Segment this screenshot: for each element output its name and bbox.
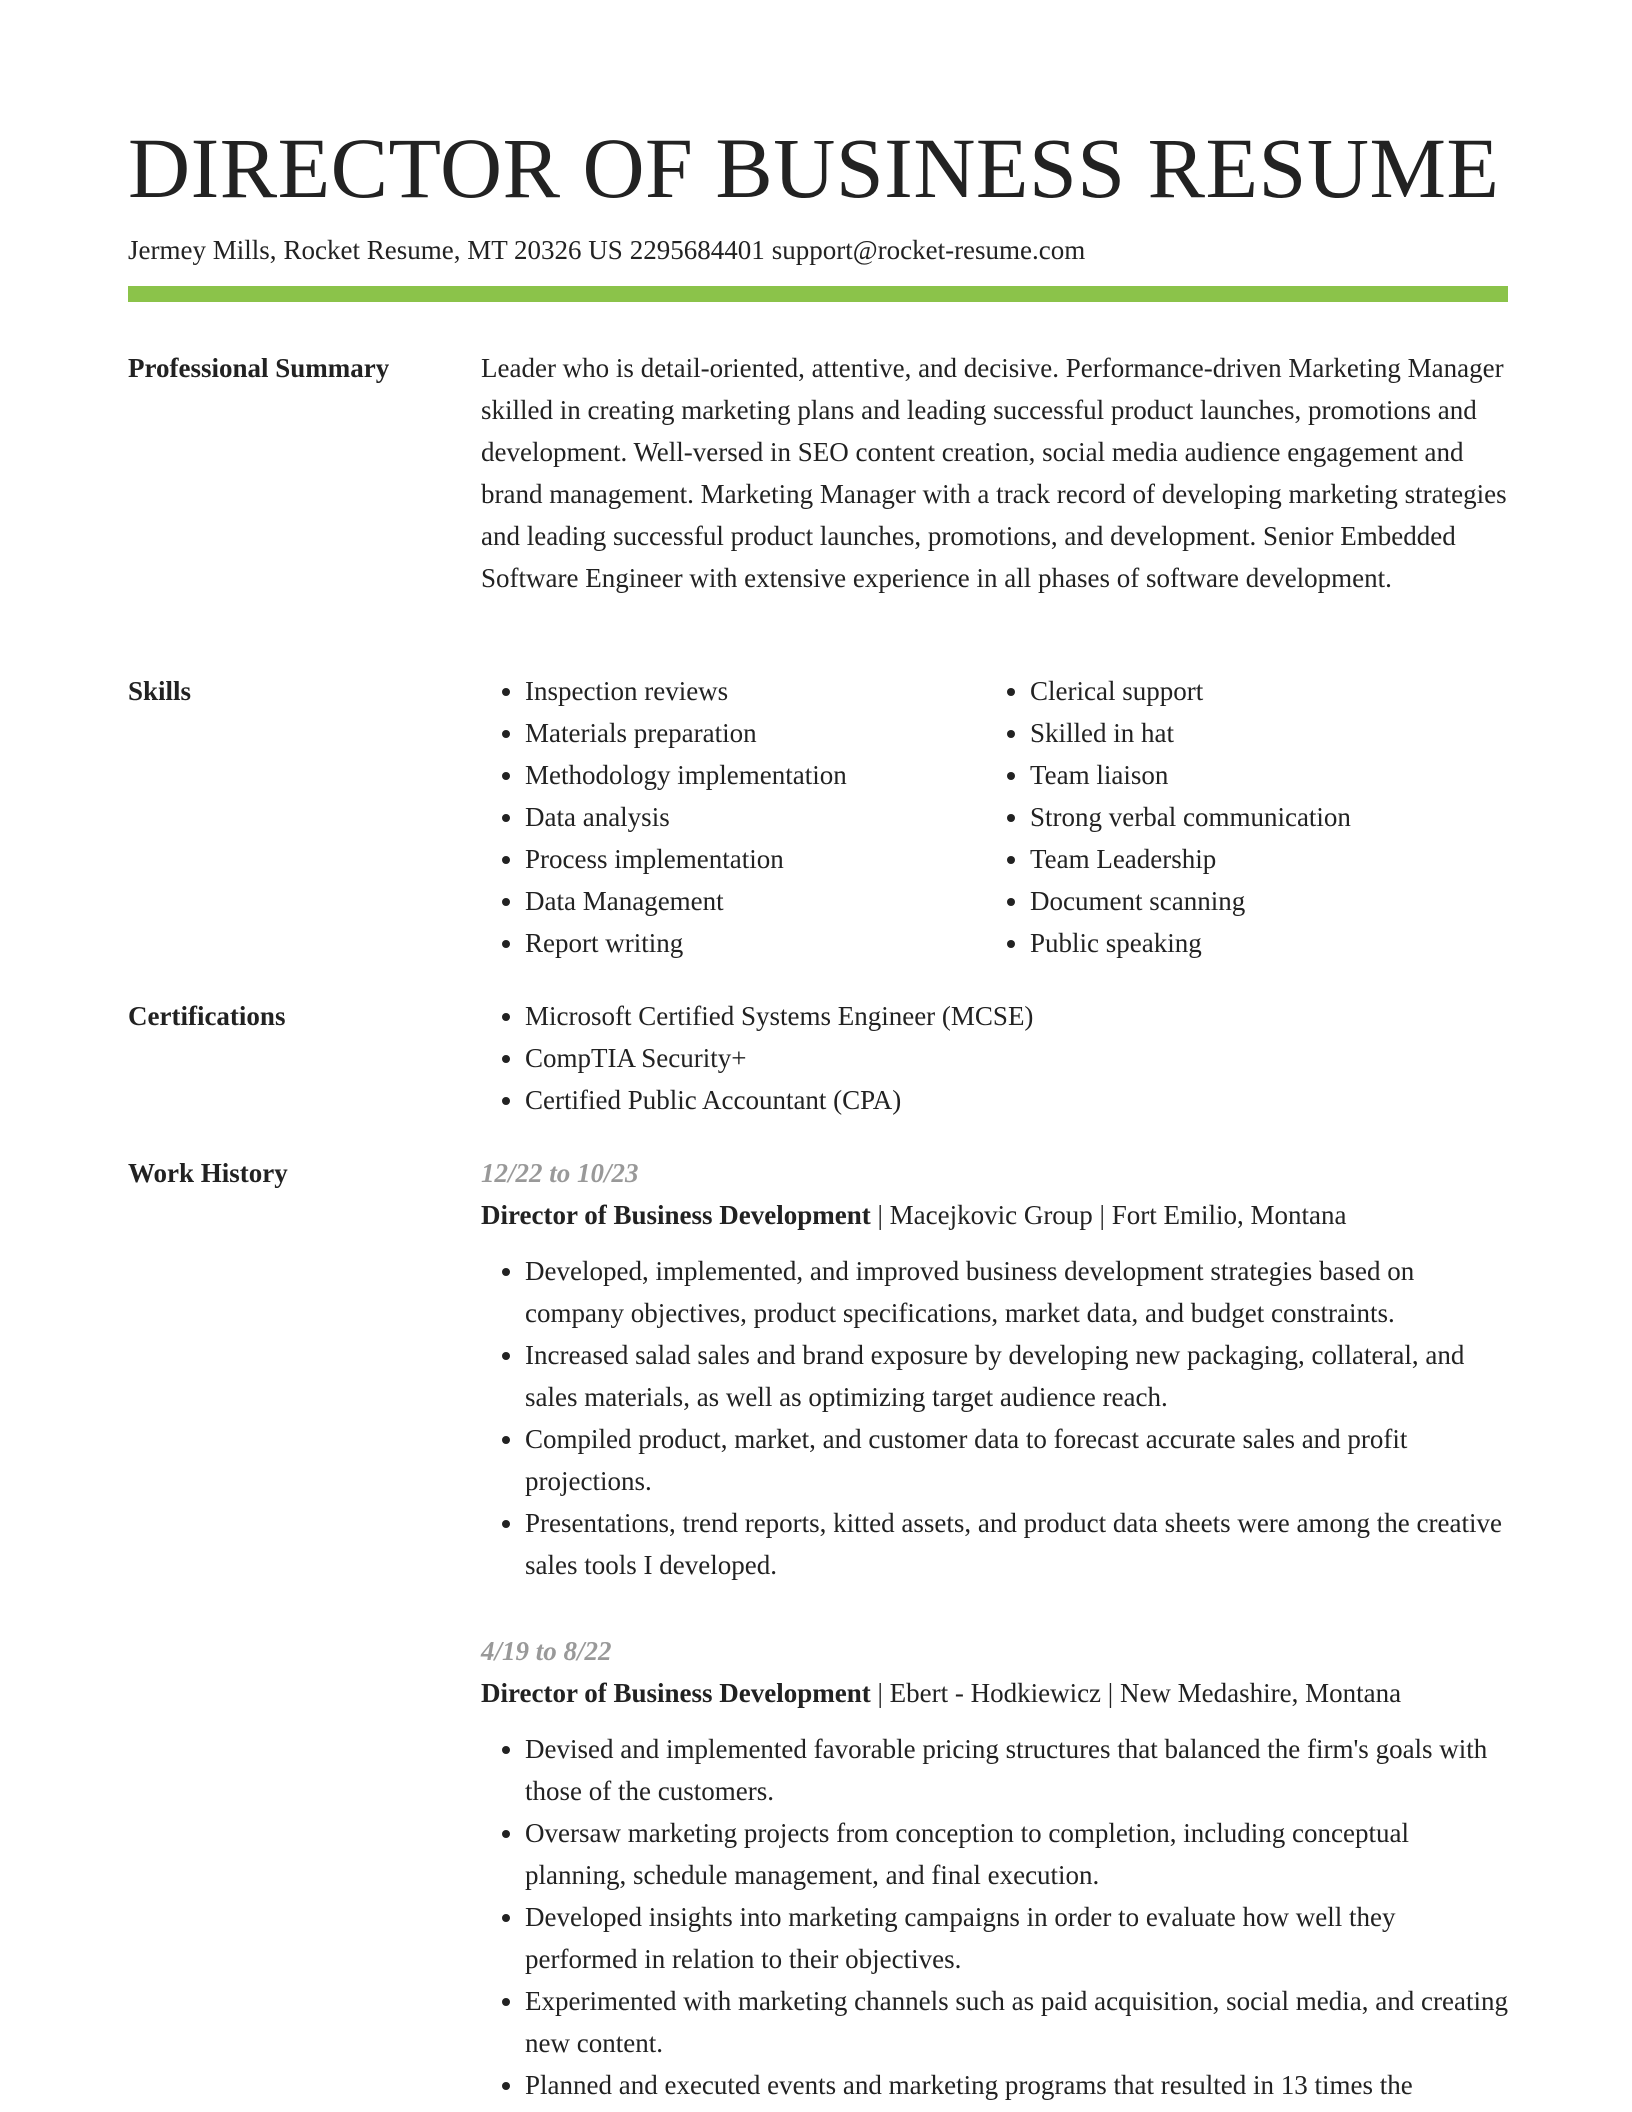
- job-dates: 4/19 to 8/22: [481, 1636, 612, 1666]
- job-bullets: [481, 1728, 1508, 2106]
- skill-item: • Data Management: [525, 880, 986, 922]
- job-entry: [481, 1630, 1508, 2106]
- job-title: Director of Business Development: [481, 1678, 871, 1708]
- skill-item: • Data analysis: [525, 796, 986, 838]
- job-entry: [481, 1152, 1508, 1586]
- job-dates: 12/22 to 10/23: [481, 1158, 639, 1188]
- contact-email[interactable]: support@rocket-resume.com: [771, 235, 1086, 265]
- section-heading-work-history: Work History: [128, 1158, 288, 1188]
- resume-title: DIRECTOR OF BUSINESS RESUME: [128, 120, 1500, 216]
- job-bullet: • Devised and implemented favorable pricing structures that balanced the firm's goals with those of the customers.: [525, 1728, 1508, 1812]
- skills-list-left: [481, 670, 986, 964]
- job-bullet: • Planned and executed events and marketing programs that resulted in 13 times the: [525, 2064, 1508, 2106]
- job-bullet: • Experimented with marketing channels such as paid acquisition, social media, and creating new content.: [525, 1980, 1508, 2064]
- skill-item: • Methodology implementation: [525, 754, 986, 796]
- skill-item: • Materials preparation: [525, 712, 986, 754]
- section-heading-certifications: Certifications: [128, 1001, 286, 1031]
- job-bullet: • Developed, implemented, and improved business development strategies based on company objectives, product specifications, market data, and budget constraints.: [525, 1250, 1508, 1334]
- certification-item: • Certified Public Accountant (CPA): [525, 1079, 1508, 1121]
- summary-body: [481, 347, 1508, 599]
- skills-columns: [481, 670, 1508, 964]
- job-bullet: • Increased salad sales and brand exposure by developing new packaging, collateral, and sales materials, as well as optimizing target audience reach.: [525, 1334, 1508, 1418]
- contact-address: Rocket Resume, MT 20326 US: [283, 235, 623, 265]
- skill-item: • Public speaking: [1030, 922, 1491, 964]
- certification-item: • CompTIA Security+: [525, 1037, 1508, 1079]
- job-company-location: | Macejkovic Group | Fort Emilio, Montana: [870, 1200, 1347, 1230]
- skill-item: • Inspection reviews: [525, 670, 986, 712]
- skill-item: • Document scanning: [1030, 880, 1491, 922]
- skill-item: • Report writing: [525, 922, 986, 964]
- skills-list-right: [986, 670, 1491, 964]
- job-company-location: | Ebert - Hodkiewicz | New Medashire, Montana: [870, 1678, 1402, 1708]
- skills-column-right: [986, 670, 1491, 964]
- job-bullet: • Oversaw marketing projects from conception to completion, including conceptual planning, schedule management, and final execution.: [525, 1812, 1508, 1896]
- skill-item: • Process implementation: [525, 838, 986, 880]
- certifications-body: [481, 995, 1508, 1121]
- job-bullet: • Developed insights into marketing campaigns in order to evaluate how well they performed in relation to their objectives.: [525, 1896, 1508, 1980]
- contact-line: [128, 232, 1085, 268]
- contact-phone: 2295684401: [629, 235, 765, 265]
- skill-item: • Skilled in hat: [1030, 712, 1491, 754]
- certifications-list: [481, 995, 1508, 1121]
- skills-column-left: [481, 670, 986, 964]
- summary-text: Leader who is detail-oriented, attentive, and decisive. Performance-driven Marketing Manager skilled in creating marketing plans and leading successful product launches, promotions and development. Well-versed in SEO content creation, social media audience engagement and brand management. Marketing Manager with a track record of developing marketing strategies and leading successful product launches, promotions, and development. Senior Embedded Software Engineer with extensive experience in all phases of software development.: [481, 353, 1507, 593]
- job-bullet: • Presentations, trend reports, kitted assets, and product data sheets were among the creative sales tools I developed.: [525, 1502, 1508, 1586]
- skill-item: • Team Leadership: [1030, 838, 1491, 880]
- accent-divider: [128, 286, 1508, 302]
- skill-item: • Clerical support: [1030, 670, 1491, 712]
- job-heading: [481, 1194, 1508, 1236]
- work-history-body: [481, 1152, 1508, 2106]
- certification-item: • Microsoft Certified Systems Engineer (MCSE): [525, 995, 1508, 1037]
- job-bullets: [481, 1250, 1508, 1586]
- section-heading-summary: Professional Summary: [128, 353, 390, 383]
- skills-body: [481, 670, 1508, 964]
- job-bullet: • Compiled product, market, and customer data to forecast accurate sales and profit projections.: [525, 1418, 1508, 1502]
- job-title: Director of Business Development: [481, 1200, 871, 1230]
- skill-item: • Strong verbal communication: [1030, 796, 1491, 838]
- contact-name: Jermey Mills,: [128, 235, 277, 265]
- skill-item: • Team liaison: [1030, 754, 1491, 796]
- section-heading-skills: Skills: [128, 676, 192, 706]
- job-heading: [481, 1672, 1508, 1714]
